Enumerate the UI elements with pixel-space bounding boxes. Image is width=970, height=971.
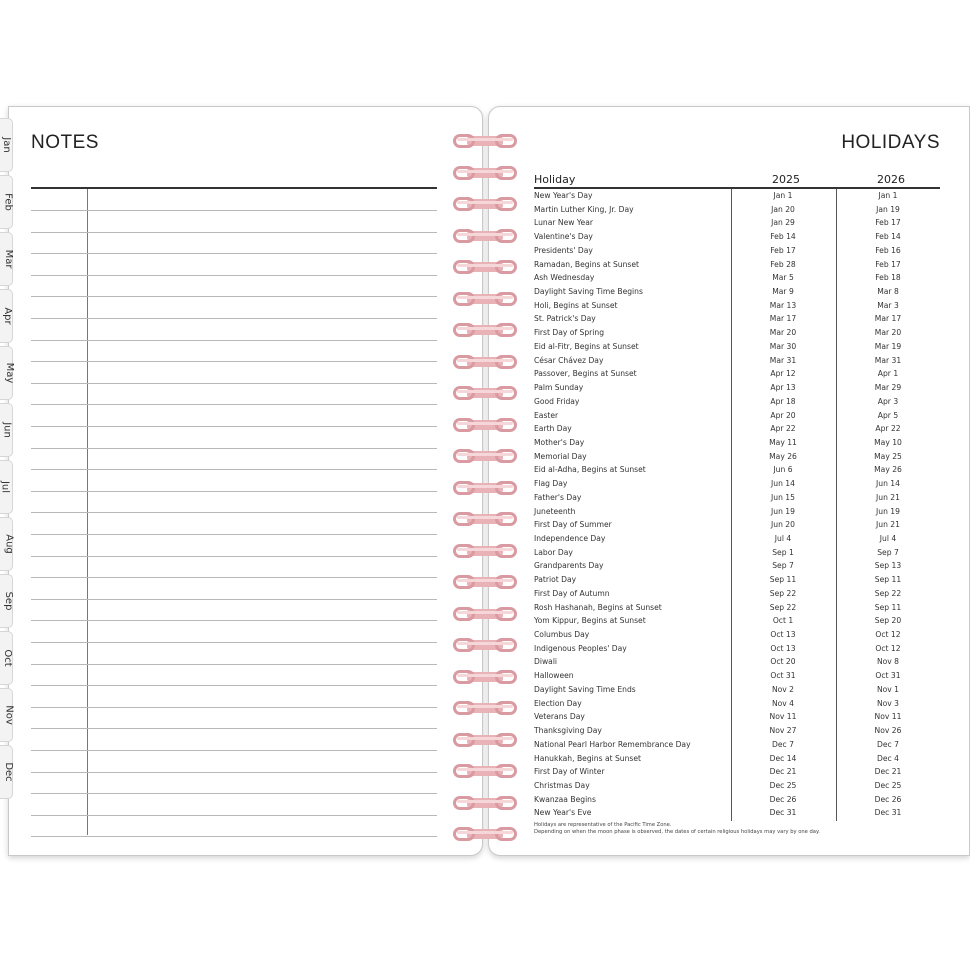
holiday-row	[534, 367, 940, 381]
holiday-name: National Pearl Harbor Remembrance Day	[534, 739, 691, 749]
date-2025: Nov 11	[769, 712, 797, 722]
month-tab[interactable]	[0, 688, 13, 742]
date-2025: Jun 19	[771, 506, 795, 516]
notes-line	[31, 469, 437, 470]
spiral-ring	[453, 228, 517, 245]
date-2026: Mar 3	[877, 300, 899, 310]
left-page	[8, 106, 483, 856]
notes-line	[31, 296, 437, 297]
month-tab-label: May	[3, 362, 15, 384]
notes-line	[31, 534, 437, 535]
month-tab-label: Aug	[3, 534, 15, 554]
holiday-row	[534, 409, 940, 423]
spiral-ring	[453, 133, 517, 150]
spiral-ring	[453, 763, 517, 780]
holiday-row	[534, 354, 940, 368]
holiday-name: Labor Day	[534, 547, 573, 557]
month-tab-label: Feb	[2, 193, 14, 211]
spiral-ring	[453, 480, 517, 497]
notes-line	[31, 599, 437, 600]
holiday-row	[534, 683, 940, 697]
holiday-name: Diwali	[534, 657, 558, 667]
date-2026: Sep 13	[874, 561, 902, 571]
holiday-row	[534, 422, 940, 436]
date-2026: May 10	[874, 437, 902, 447]
month-tab-label: Oct	[2, 649, 14, 667]
date-2025: Apr 20	[770, 410, 796, 420]
holiday-row	[534, 518, 940, 532]
holiday-name: Grandparents Day	[534, 561, 604, 571]
date-2026: Oct 31	[875, 671, 901, 681]
holiday-name: First Day of Summer	[534, 520, 612, 530]
date-2025: Mar 17	[769, 314, 797, 324]
date-2025: Mar 20	[769, 328, 797, 338]
holiday-name: Good Friday	[534, 396, 580, 406]
holiday-name: Daylight Saving Time Begins	[534, 287, 643, 297]
month-tab-label: Apr	[2, 307, 14, 325]
holiday-name: New Year's Eve	[534, 808, 592, 818]
spiral-ring	[453, 732, 517, 749]
holiday-name: Lunar New Year	[534, 218, 593, 228]
holiday-name: Ramadan, Begins at Sunset	[534, 259, 640, 269]
spiral-ring	[453, 574, 517, 591]
notes-header-rule	[31, 187, 437, 189]
month-tab[interactable]	[0, 346, 13, 400]
notes-line	[31, 426, 437, 427]
date-2026: Nov 11	[874, 712, 902, 722]
date-2026: Mar 8	[877, 287, 899, 297]
holiday-name: Martin Luther King, Jr. Day	[534, 204, 634, 214]
date-2025: Jun 20	[771, 520, 795, 530]
spiral-ring	[453, 826, 517, 843]
spiral-ring	[453, 322, 517, 339]
spiral-ring	[453, 196, 517, 213]
holiday-row	[534, 326, 940, 340]
date-2026: Apr 5	[877, 410, 899, 420]
month-tab-label: Jan	[1, 137, 13, 153]
holiday-row	[534, 395, 940, 409]
notes-line	[31, 340, 437, 341]
holiday-row	[534, 628, 940, 642]
holiday-name: Juneteenth	[534, 506, 576, 516]
month-tab[interactable]	[0, 175, 13, 229]
holiday-row	[534, 505, 940, 519]
date-2025: Nov 4	[771, 698, 795, 708]
holiday-name: Christmas Day	[534, 780, 590, 790]
month-tab[interactable]	[0, 232, 13, 286]
notes-line	[31, 728, 437, 729]
spiral-ring	[453, 637, 517, 654]
holiday-row	[534, 230, 940, 244]
date-2025: Apr 12	[770, 369, 796, 379]
month-tab-label: Jun	[1, 422, 13, 438]
date-2025: Sep 7	[772, 561, 794, 571]
holiday-row	[534, 299, 940, 313]
holiday-row	[534, 614, 940, 628]
spiral-ring	[453, 291, 517, 308]
holiday-name: Thanksgiving Day	[534, 726, 602, 736]
spiral-ring	[453, 669, 517, 686]
date-2026: Mar 31	[874, 355, 902, 365]
date-2025: Dec 14	[769, 753, 797, 763]
date-2025: Jun 14	[771, 479, 795, 489]
date-2026: Sep 11	[874, 575, 902, 585]
date-2026: Jun 14	[876, 479, 900, 489]
date-2026: Sep 7	[877, 547, 899, 557]
holiday-name: Eid al-Adha, Begins at Sunset	[534, 465, 646, 475]
date-2026: Feb 16	[875, 245, 901, 255]
spiral-ring	[453, 700, 517, 717]
date-2025: Feb 14	[770, 232, 796, 242]
holiday-name: Indigenous Peoples' Day	[534, 643, 627, 653]
holiday-name: Passover, Begins at Sunset	[534, 369, 637, 379]
month-tab-label: Nov	[3, 705, 15, 725]
date-2025: Feb 28	[770, 259, 796, 269]
date-2026: Dec 21	[874, 767, 902, 777]
holiday-row	[534, 491, 940, 505]
date-2025: Oct 13	[770, 630, 796, 640]
holiday-name: Hanukkah, Begins at Sunset	[534, 753, 642, 763]
date-2026: Nov 1	[876, 684, 900, 694]
date-2026: Sep 11	[874, 602, 902, 612]
date-2026: Sep 22	[874, 588, 902, 598]
holiday-row	[534, 642, 940, 656]
date-2025: Jan 1	[773, 191, 793, 200]
holiday-row	[534, 203, 940, 217]
holiday-row	[534, 669, 940, 683]
holiday-name: Memorial Day	[534, 451, 587, 461]
date-2026: Jun 19	[876, 506, 900, 516]
date-2026: Dec 4	[877, 753, 899, 763]
footnote: Holidays are representative of the Pacific Time Zone.	[534, 822, 672, 828]
date-2025: Mar 9	[772, 287, 794, 297]
date-2025: Nov 27	[769, 726, 797, 736]
holiday-row	[534, 546, 940, 560]
date-2026: May 26	[874, 465, 902, 475]
holiday-name: Rosh Hashanah, Begins at Sunset	[534, 602, 662, 612]
date-2026: Oct 12	[875, 643, 901, 653]
month-tab[interactable]	[0, 460, 13, 514]
date-2026: Sep 20	[874, 616, 902, 626]
date-2026: Apr 22	[875, 424, 901, 434]
date-2026: May 25	[874, 451, 902, 461]
holiday-row	[534, 559, 940, 573]
date-2025: Oct 20	[770, 657, 796, 667]
date-2026: Dec 31	[874, 808, 902, 818]
date-2025: Mar 5	[772, 273, 794, 283]
notes-line	[31, 404, 437, 405]
holiday-row	[534, 463, 940, 477]
date-2026: Mar 20	[874, 328, 902, 338]
holiday-row	[534, 710, 940, 724]
month-tab-label: Mar	[2, 249, 14, 269]
holiday-name: Holi, Begins at Sunset	[534, 300, 618, 310]
holiday-row	[534, 752, 940, 766]
notes-line	[31, 318, 437, 319]
holiday-row	[534, 189, 940, 203]
date-2025: Apr 18	[770, 396, 796, 406]
month-tab[interactable]	[0, 289, 13, 343]
date-2025: Apr 22	[770, 424, 796, 434]
notes-line	[31, 707, 437, 708]
holiday-name: Eid al-Fitr, Begins at Sunset	[534, 341, 639, 351]
date-2025: May 26	[769, 451, 797, 461]
holiday-row	[534, 436, 940, 450]
holiday-row	[534, 271, 940, 285]
spiral-ring	[453, 165, 517, 182]
holiday-row	[534, 450, 940, 464]
notes-line	[31, 793, 437, 794]
year-2026-header: 2026	[877, 173, 905, 186]
holiday-row	[534, 381, 940, 395]
holiday-name: Father's Day	[534, 492, 582, 502]
holiday-name: New Year's Day	[534, 191, 593, 200]
spiral-ring	[453, 543, 517, 560]
holiday-name: Independence Day	[534, 534, 606, 543]
holiday-row	[534, 793, 940, 807]
month-tab-label: Sep	[2, 591, 14, 611]
date-2026: Apr 3	[877, 396, 899, 406]
holiday-name: César Chávez Day	[534, 355, 604, 365]
notes-line	[31, 512, 437, 513]
date-2025: Sep 1	[772, 547, 794, 557]
holiday-row	[534, 587, 940, 601]
holiday-row	[534, 477, 940, 491]
holiday-row	[534, 601, 940, 615]
month-tab[interactable]	[0, 631, 13, 685]
date-2025: Apr 13	[770, 383, 796, 393]
notes-line	[31, 642, 437, 643]
holiday-row	[534, 312, 940, 326]
month-tab[interactable]	[0, 517, 13, 571]
holiday-name: Mother's Day	[534, 437, 585, 447]
month-tab-label: Jul	[0, 480, 11, 494]
holiday-name: Kwanzaa Begins	[534, 794, 596, 804]
date-2026: Nov 3	[876, 698, 900, 708]
notes-line	[31, 383, 437, 384]
spiral-ring	[453, 417, 517, 434]
notes-line	[31, 210, 437, 211]
holiday-row	[534, 258, 940, 272]
year-2025-header: 2025	[772, 173, 800, 186]
holiday-name: First Day of Spring	[534, 328, 605, 338]
date-2025: Jan 20	[771, 204, 795, 214]
notes-line	[31, 232, 437, 233]
notes-line	[31, 253, 437, 254]
date-2026: Jul 4	[879, 534, 897, 543]
holiday-name: First Day of Winter	[534, 767, 605, 777]
date-2026: Feb 14	[875, 232, 901, 242]
holiday-name: Easter	[534, 410, 559, 420]
date-2025: Oct 31	[770, 671, 796, 681]
date-2025: Jul 4	[774, 534, 792, 543]
date-2026: Oct 12	[875, 630, 901, 640]
holiday-column-header: Holiday	[534, 173, 576, 186]
month-tab[interactable]	[0, 574, 13, 628]
holiday-name: Veterans Day	[534, 712, 585, 722]
date-2025: Mar 13	[769, 300, 797, 310]
month-tab-label: Dec	[3, 762, 15, 782]
date-2026: Feb 18	[875, 273, 901, 283]
spiral-ring	[453, 795, 517, 812]
date-2025: Sep 22	[769, 588, 797, 598]
holiday-name: Flag Day	[534, 479, 568, 489]
holiday-name: First Day of Autumn	[534, 588, 610, 598]
spiral-ring	[453, 259, 517, 276]
holiday-name: Yom Kippur, Begins at Sunset	[534, 616, 646, 626]
notes-line	[31, 664, 437, 665]
date-2026: Nov 8	[876, 657, 900, 667]
holiday-name: Columbus Day	[534, 630, 590, 640]
date-2025: May 11	[769, 437, 797, 447]
date-2025: Dec 26	[769, 794, 797, 804]
holiday-name: St. Patrick's Day	[534, 314, 596, 324]
date-2026: Feb 17	[875, 259, 901, 269]
month-tab[interactable]	[0, 745, 13, 799]
holiday-name: Patriot Day	[534, 575, 577, 585]
date-2025: Mar 31	[769, 355, 797, 365]
date-2026: Jun 21	[876, 492, 900, 502]
notes-line	[31, 685, 437, 686]
holiday-row	[534, 738, 940, 752]
holiday-row	[534, 697, 940, 711]
spiral-ring	[453, 511, 517, 528]
notes-line	[31, 491, 437, 492]
date-2026: Jan 19	[876, 204, 900, 214]
holidays-title: HOLIDAYS	[841, 132, 940, 153]
date-2026: Jun 21	[876, 520, 900, 530]
notes-line	[31, 361, 437, 362]
date-2026: Nov 26	[874, 726, 902, 736]
holiday-row	[534, 340, 940, 354]
date-2025: Jun 6	[773, 465, 793, 475]
holiday-row	[534, 244, 940, 258]
spiral-ring	[453, 354, 517, 371]
notes-line	[31, 448, 437, 449]
date-2025: Jun 15	[771, 492, 795, 502]
date-2025: Jan 29	[771, 218, 795, 228]
date-2026: Jan 1	[878, 191, 898, 200]
date-2025: Sep 22	[769, 602, 797, 612]
date-2026: Feb 17	[875, 218, 901, 228]
holiday-name: Palm Sunday	[534, 383, 584, 393]
spiral-ring	[453, 448, 517, 465]
holiday-name: Election Day	[534, 698, 582, 708]
date-2026: Mar 17	[874, 314, 902, 324]
spiral-ring	[453, 606, 517, 623]
date-2025: Feb 17	[770, 245, 796, 255]
date-2026: Dec 7	[877, 739, 899, 749]
holiday-name: Daylight Saving Time Ends	[534, 684, 636, 694]
holiday-name: Earth Day	[534, 424, 572, 434]
holiday-name: Presidents' Day	[534, 245, 593, 255]
notes-line	[31, 620, 437, 621]
footnote: Depending on when the moon phase is observed, the dates of certain religious holidays may vary by one day.	[534, 829, 820, 835]
date-2026: Mar 29	[874, 383, 902, 393]
date-2025: Oct 1	[772, 616, 794, 626]
holiday-row	[534, 806, 940, 820]
date-2026: Dec 25	[874, 780, 902, 790]
spiral-ring	[453, 385, 517, 402]
holiday-row	[534, 655, 940, 669]
date-2025: Dec 25	[769, 780, 797, 790]
date-2026: Mar 19	[874, 341, 902, 351]
date-2025: Dec 21	[769, 767, 797, 777]
date-2026: Apr 1	[877, 369, 899, 379]
notes-line	[31, 836, 437, 837]
holiday-row	[534, 216, 940, 230]
month-tab[interactable]	[0, 118, 13, 172]
notes-line	[31, 556, 437, 557]
holiday-row	[534, 532, 940, 546]
holiday-name: Ash Wednesday	[534, 273, 595, 283]
date-2026: Dec 26	[874, 794, 902, 804]
notes-line	[31, 577, 437, 578]
notes-line	[31, 750, 437, 751]
month-tabs	[0, 118, 15, 818]
holiday-name: Halloween	[534, 671, 574, 681]
date-2025: Sep 11	[769, 575, 797, 585]
notes-title: NOTES	[31, 132, 99, 153]
notes-line	[31, 815, 437, 816]
holiday-row	[534, 285, 940, 299]
holiday-row	[534, 724, 940, 738]
holiday-row	[534, 779, 940, 793]
notes-line	[31, 772, 437, 773]
holiday-row	[534, 765, 940, 779]
date-2025: Dec 7	[772, 739, 794, 749]
date-2025: Mar 30	[769, 341, 797, 351]
date-2025: Oct 13	[770, 643, 796, 653]
date-2025: Dec 31	[769, 808, 797, 818]
notes-line	[31, 275, 437, 276]
date-2025: Nov 2	[771, 684, 795, 694]
holiday-row	[534, 573, 940, 587]
holiday-name: Valentine's Day	[534, 232, 593, 242]
month-tab[interactable]	[0, 403, 13, 457]
